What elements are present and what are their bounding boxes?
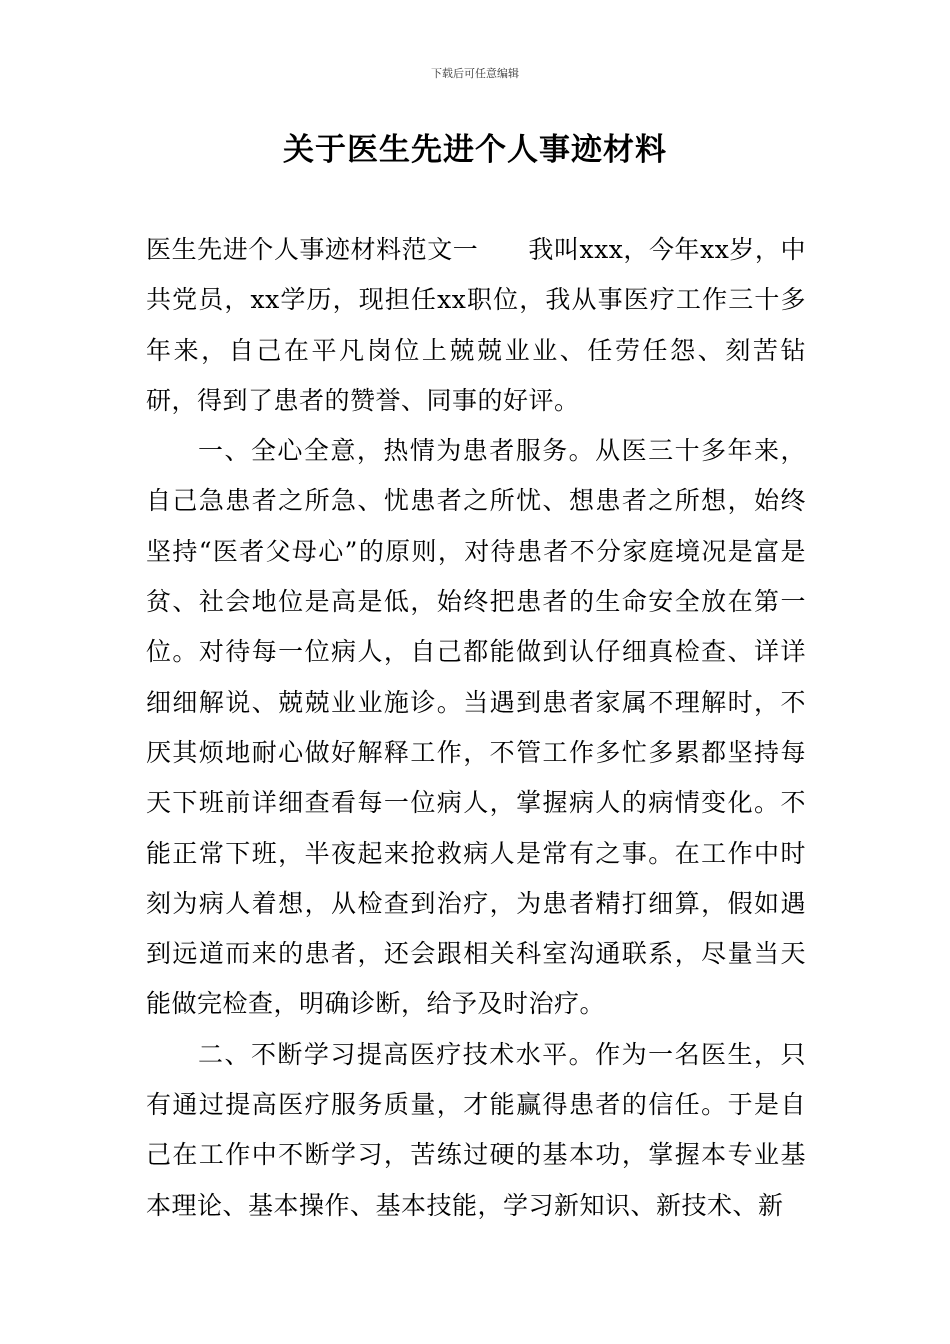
- document-body: [146, 225, 806, 1231]
- paragraph-section-two: 二、不断学习提高医疗技术水平。作为一名医生，只有通过提高医疗服务质量，才能赢得患者的信任。于是自己在工作中不断学习，苦练过硬的基本功，掌握本专业基本理论、基本操作、基本技能，学习新知识、新技术、新: [146, 1039, 806, 1220]
- header-note: 下载后可任意编辑: [431, 67, 519, 80]
- paragraph-text: 我叫xxx，今年xx岁，中共党员，xx学历，现担任xx职位，我从事医疗工作三十多年来，自己在平凡岗位上兢兢业业、任劳任怨、刻苦钻研，得到了患者的赞誉、同事的好评。: [146, 235, 806, 415]
- paragraph-section-one: 一、全心全意，热情为患者服务。从医三十多年来，自己急患者之所急、忧患者之所忧、想患者之所想，始终坚持“医者父母心”的原则，对待患者不分家庭境况是富是贫、社会地位是高是低，始终把患者的生命安全放在第一位。对待每一位病人，自己都能做到认仔细真检查、详详细细解说、兢兢业业施诊。当遇到患者家属不理解时，不厌其烦地耐心做好解释工作，不管工作多忙多累都坚持每天下班前详细查看每一位病人，掌握病人的病情变化。不能正常下班，半夜起来抢救病人是常有之事。在工作中时刻为病人着想，从检查到治疗，为患者精打细算，假如遇到远道而来的患者，还会跟相关科室沟通联系，尽量当天能做完检查，明确诊断，给予及时治疗。: [146, 436, 806, 1019]
- paragraph-lead: 医生先进个人事迹材料范文一: [146, 235, 479, 264]
- document-title: 关于医生先进个人事迹材料: [283, 132, 667, 168]
- paragraph-intro: [146, 225, 806, 426]
